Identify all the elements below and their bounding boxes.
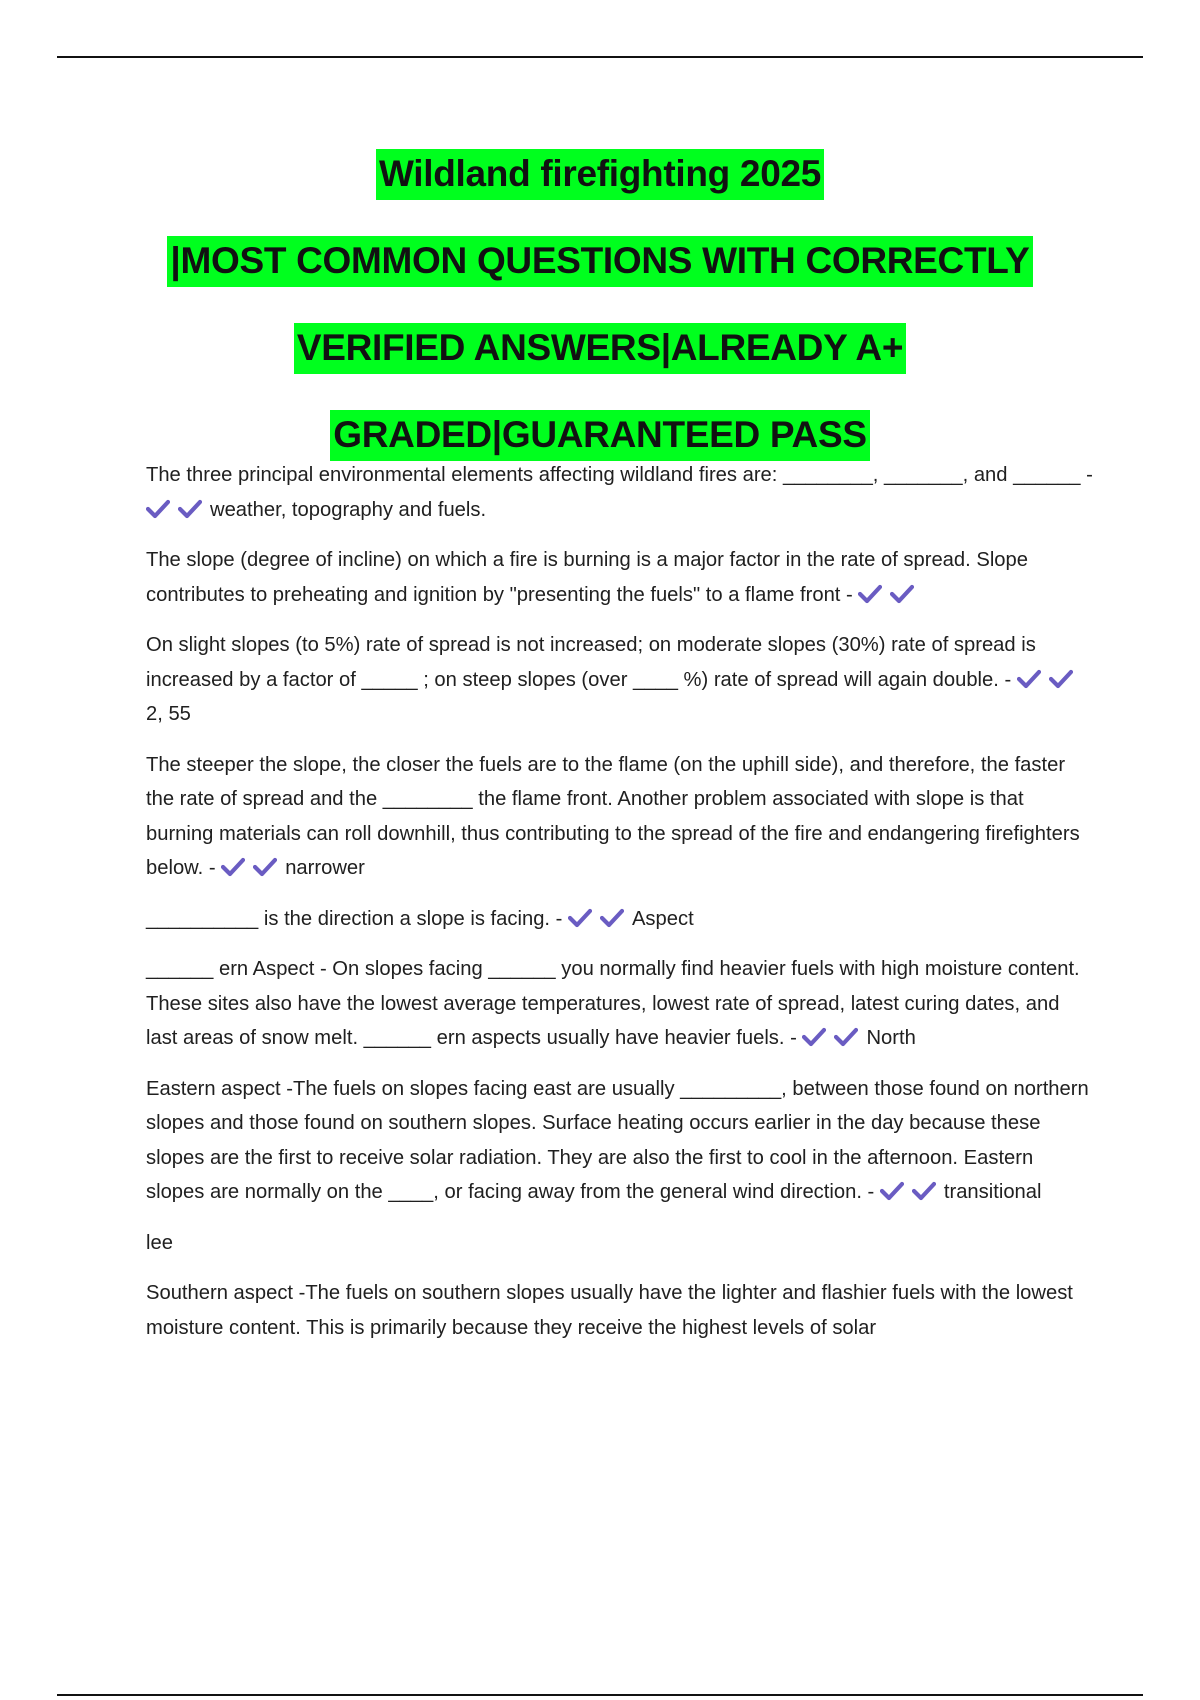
check-icon [802,1027,829,1047]
answer-text: 2, 55 [146,703,191,725]
question-text: Eastern aspect -The fuels on slopes facing east are usually _________, between those found on northern slopes and those found on southern slopes. Surface heating occurs earlier in the day because these slopes are the first to receive solar radiation. They are also the first to cool in the afternoon. Eastern slopes are normally on the ____, or facing away from the general wind direction. - [146,1077,1089,1203]
check-icon [912,1181,939,1201]
check-marks [221,857,285,879]
answer-text: Aspect [631,907,694,930]
question-text: __________ is the direction a slope is facing. - [146,907,563,930]
check-marks [802,1027,866,1049]
trailing-paragraph: Southern aspect -The fuels on southern slopes usually have the lighter and flashier fuels with the lowest moisture content. This is primarily because they receive the highest levels of solar [146,1282,1073,1339]
qa-item-7 [146,1072,1096,1210]
top-rule [57,56,1143,58]
check-icon [1017,669,1044,689]
title-line-2: |MOST COMMON QUESTIONS WITH CORRECTLY [0,233,1200,297]
question-text: The steeper the slope, the closer the fuels are to the flame (on the uphill side), and therefore, the faster the rate of spread and the ________ the flame front. Another problem associated with slope is that burning materials can roll downhill, thus contributing to the spread of the fire and endangering firefighters below. - [146,753,1080,879]
qa-item-6 [146,952,1096,1056]
check-icon [600,908,627,928]
check-marks [568,908,632,930]
qa-item-2 [146,543,1096,612]
answer-text: narrower [285,857,365,879]
qa-item-5 [146,902,1096,937]
qa-item-3 [146,628,1096,732]
answer-text: weather, topography and fuels. [210,498,487,521]
check-marks [146,499,210,521]
check-icon [178,499,205,519]
check-icon [146,499,173,519]
check-icon [221,857,248,877]
question-text: The three principal environmental elements affecting wildland fires are: ________, _______, and ______ - [146,464,1093,486]
question-text: The slope (degree of incline) on which a fire is burning is a major factor in the rate of spread. Slope contributes to preheating and ignition by "presenting the fuels" to a flame front - [146,549,1028,606]
question-text: On slight slopes (to 5%) rate of spread is not increased; on moderate slopes (30%) rate of spread is increased by a factor of _____ ; on steep slopes (over ____ %) rate of spread will again double. - [146,634,1036,691]
check-icon [1049,669,1076,689]
qa-item-4 [146,748,1096,886]
check-icon [834,1027,861,1047]
title-line-4: GRADED|GUARANTEED PASS [0,407,1200,471]
check-marks [1017,669,1081,691]
document-title [0,146,1200,494]
answer-text: transitional [943,1181,1042,1203]
title-line-3: VERIFIED ANSWERS|ALREADY A+ [0,320,1200,384]
qa-item-1 [146,458,1096,527]
check-icon [858,584,885,604]
bottom-rule [57,1694,1143,1696]
title-line-1: Wildland firefighting 2025 [0,146,1200,210]
answer-text: North [866,1027,916,1049]
question-text: ______ ern Aspect - On slopes facing ______ you normally find heavier fuels with high moisture content. These sites also have the lowest average temperatures, lowest rate of spread, latest curing dates, and last areas of snow melt. ______ ern aspects usually have heavier fuels. - [146,958,1080,1049]
check-marks [858,584,922,606]
standalone-answer-line: lee [146,1231,173,1254]
check-icon [568,908,595,928]
check-icon [880,1181,907,1201]
check-marks [880,1181,944,1203]
qa-content [146,458,1096,1361]
check-icon [253,857,280,877]
check-icon [890,584,917,604]
